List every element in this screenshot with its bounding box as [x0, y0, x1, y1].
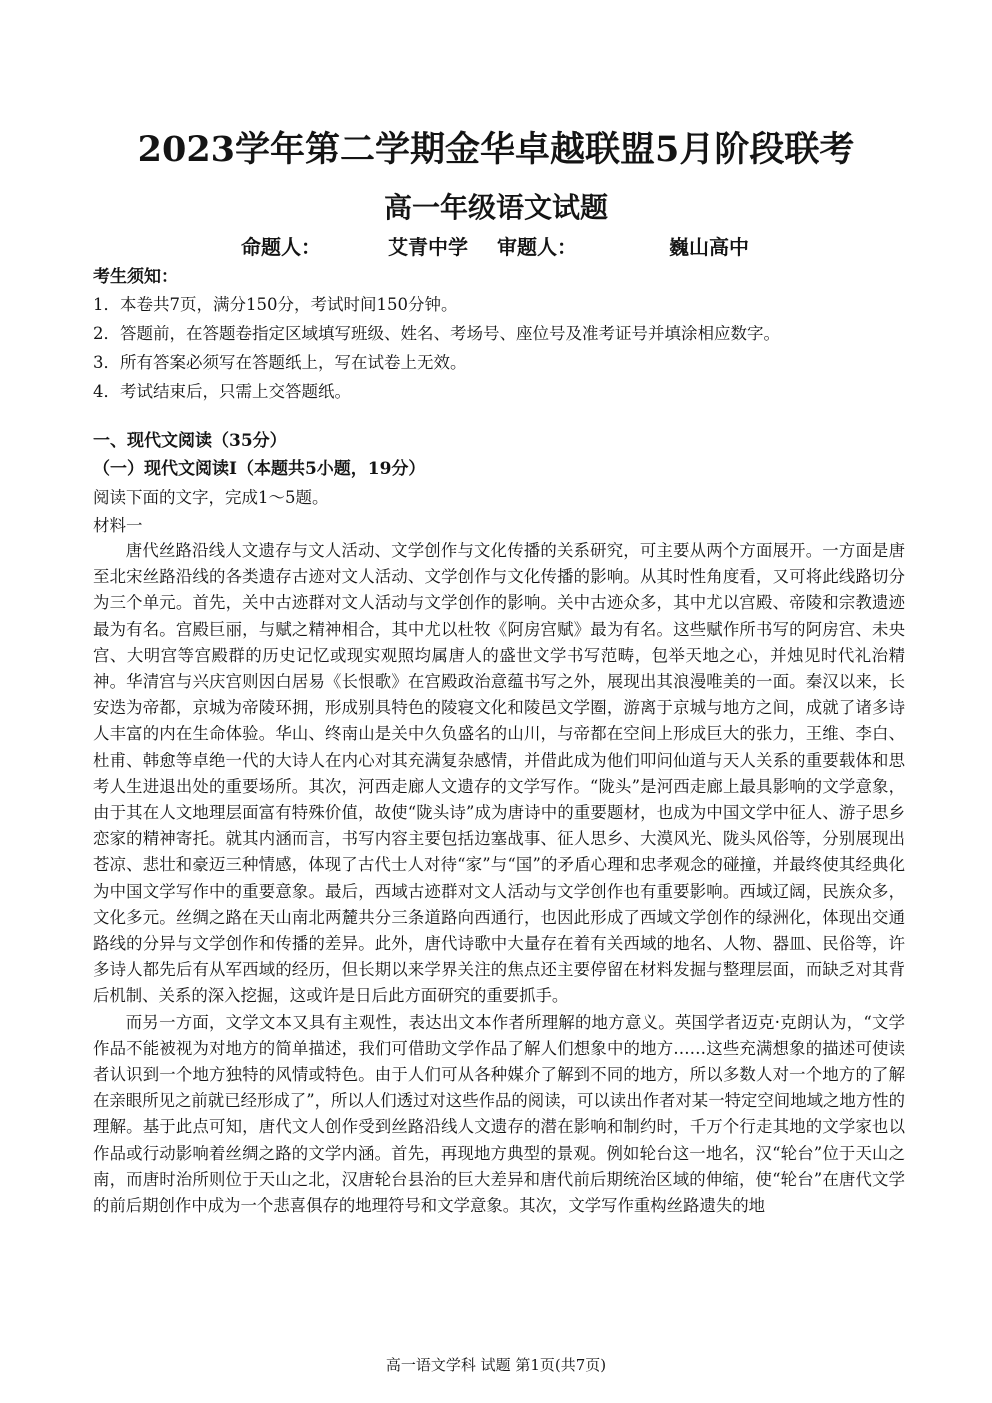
setter-school: 艾青中学 — [388, 235, 468, 259]
reading-instruction: 阅读下面的文字，完成1～5题。 — [93, 488, 329, 507]
exam-title: 2023学年第二学期金华卓越联盟5月阶段联考 — [137, 129, 855, 170]
section-heading: 一、现代文阅读（35分） — [93, 431, 287, 451]
section-subheading: （一）现代文阅读Ⅰ（本题共5小题，19分） — [93, 459, 426, 479]
reading-passage — [93, 538, 905, 1219]
page-footer: 高一语文学科 试题 第1页(共7页) — [385, 1356, 607, 1374]
setter-label: 命题人： — [241, 235, 321, 259]
notice-heading: 考生须知： — [93, 267, 178, 287]
material-label: 材料一 — [93, 516, 143, 535]
notice-item: 4．考试结束后，只需上交答题纸。 — [93, 382, 351, 401]
notice-item: 2．答题前，在答题卷指定区域填写班级、姓名、考场号、座位号及准考证号并填涂相应数字。 — [93, 324, 780, 343]
passage-paragraph: 而另一方面，文学文本又具有主观性，表达出文本作者所理解的地方意义。英国学者迈克·克朗认为，“文学作品不能被视为对地方的简单描述，我们可借助文学作品了解人们想象中的地方……这些充满想象的描述可使读者认识到一个地方独特的风情或特色。由于人们可从各种媒介了解到不同的地方，所以多数人对一个地方的了解在亲眼所见之前就已经形成了”，所以人们透过对这些作品的阅读，可以读出作者对某一特定空间地域之地方性的理解。基于此点可知，唐代文人创作受到丝路沿线人文遗存的潜在影响和制约时，千万个行走其地的文学家也以作品或行动影响着丝绸之路的文学内涵。首先，再现地方典型的景观。例如轮台这一地名，汉“轮台”位于天山之南，而唐时治所则位于天山之北，汉唐轮台县治的巨大差异和唐代前后期统治区域的伸缩，使“轮台”在唐代文学的前后期创作中成为一个悲喜俱存的地理符号和文学意象。其次，文学写作重构丝路遗失的地 — [93, 1012, 905, 1216]
notice-item: 3．所有答案必须写在答题纸上，写在试卷上无效。 — [93, 353, 467, 372]
exam-subtitle: 高一年级语文试题 — [383, 191, 608, 224]
reviewer-label: 审题人： — [497, 235, 577, 259]
notice-item: 1．本卷共7页，满分150分，考试时间150分钟。 — [93, 295, 458, 314]
notice-list — [93, 290, 913, 406]
passage-paragraph: 唐代丝路沿线人文遗存与文人活动、文学创作与文化传播的关系研究，可主要从两个方面展开。一方面是唐至北宋丝路沿线的各类遗存古迹对文人活动、文学创作与文化传播的影响。从其时性角度看，又可将此线路切分为三个单元。首先，关中古迹群对文人活动与文学创作的影响。关中古迹众多，其中尤以宫殿、帝陵和宗教遗迹最为有名。宫殿巨丽，与赋之精神相合，其中尤以杜牧《阿房宫赋》最为有名。这些赋作所书写的阿房宫、未央宫、大明宫等宫殿群的历史记忆或现实观照均属唐人的盛世文学书写范畴，包举天地之心，并烛见时代礼治精神。华清宫与兴庆宫则因白居易《长恨歌》在宫殿政治意蕴书写之外，展现出其浪漫唯美的一面。秦汉以来，长安迭为帝都，京城为帝陵环拥，形成别具特色的陵寝文化和陵邑文学圈，游离于京城与地方之间，成就了诸多诗人丰富的内在生命体验。华山、终南山是关中久负盛名的山川，与帝都在空间上形成巨大的张力，王维、李白、杜甫、韩愈等卓绝一代的大诗人在内心对其充满复杂感情，并借此成为他们叩问仙道与天人关系的重要载体和思考人生进退出处的重要场所。其次，河西走廊人文遗存的文学写作。“陇头”是河西走廊上最具影响的文学意象，由于其在人文地理层面富有特殊价值，故使“陇头诗”成为唐诗中的重要题材，也成为中国文学中征人、游子思乡恋家的精神寄托。就其内涵而言，书写内容主要包括边塞战事、征人思乡、大漠风光、陇头风俗等，分别展现出苍凉、悲壮和豪迈三种情感，体现了古代士人对待“家”与“国”的矛盾心理和忠孝观念的碰撞，并最终使其经典化为中国文学写作中的重要意象。最后，西域古迹群对文人活动与文学创作也有重要影响。西域辽阔，民族众多，文化多元。丝绸之路在天山南北两麓共分三条道路向西通行，也因此形成了西域文学创作的绿洲化，体现出交通路线的分异与文学创作和传播的差异。此外，唐代诗歌中大量存在着有关西域的地名、人物、器皿、民俗等，许多诗人都先后有从军西域的经历，但长期以来学界关注的焦点还主要停留在材料发掘与整理层面，而缺乏对其背后机制、关系的深入挖掘，这或许是日后此方面研究的重要抓手。 — [93, 541, 905, 1006]
author-line — [0, 232, 992, 262]
reviewer-school: 巍山高中 — [669, 235, 749, 259]
